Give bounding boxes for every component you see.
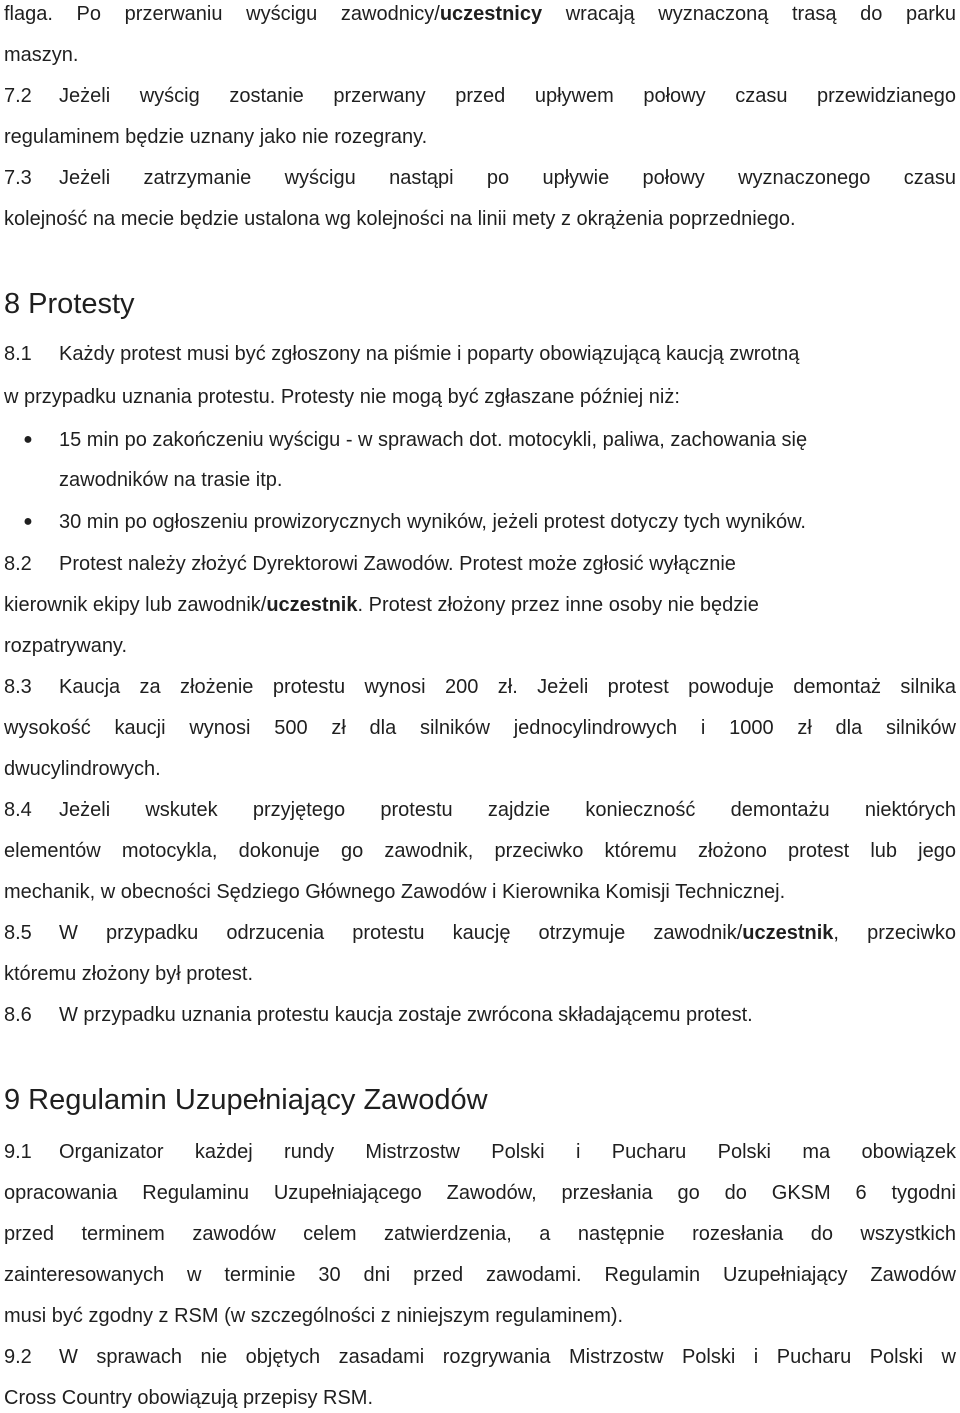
section-8-5-line-2: któremu złożony był protest. — [4, 963, 253, 985]
text: Każdy protest musi być zgłoszony na piśmie i poparty obowiązującą kaucją zwrotną — [59, 343, 800, 365]
section-8-3-line-2: wysokość kaucji wynosi 500 zł dla silników jednocylindrowych i 1000 zł dla silników — [4, 717, 956, 739]
text: W sprawach nie objętych zasadami rozgrywania Mistrzostw Polski i Pucharu Polski w — [59, 1346, 956, 1368]
text: kierownik ekipy lub zawodnik/ — [4, 594, 267, 616]
bold-term: uczestnik — [742, 922, 834, 944]
section-8-3-line-1 — [4, 673, 956, 701]
bullet-1-line-2: zawodników na trasie itp. — [59, 469, 283, 491]
section-8-5-line-1 — [4, 919, 956, 947]
text: flaga. Po przerwaniu wyścigu zawodnicy/ — [4, 3, 440, 25]
section-9-1-line-5: musi być zgodny z RSM (w szczególności z niniejszym regulaminem). — [4, 1305, 624, 1327]
section-7-2-line-2: regulaminem będzie uznany jako nie rozegrany. — [4, 126, 428, 148]
section-number: 8.3 — [4, 676, 32, 698]
section-9-1-line-3: przed terminem zawodów celem zatwierdzenia, a następnie rozesłania do wszystkich — [4, 1223, 956, 1245]
section-8-4-line-1 — [4, 796, 956, 824]
text: wracają wyznaczoną trasą do parku — [542, 3, 956, 25]
section-9-1-line-4: zainteresowanych w terminie 30 dni przed zawodami. Regulamin Uzupełniający Zawodów — [4, 1264, 956, 1286]
bullet-2: 30 min po ogłoszeniu prowizorycznych wyników, jeżeli protest dotyczy tych wyników. — [59, 511, 806, 533]
section-8-4-line-2: elementów motocykla, dokonuje go zawodnik, przeciwko któremu złożono protest lub jego — [4, 840, 956, 862]
section-7-3-line-2: kolejność na mecie będzie ustalona wg kolejności na linii mety z okrążenia poprzedniego. — [4, 208, 796, 230]
text: Kaucja za złożenie protestu wynosi 200 zł. Jeżeli protest powoduje demontaż silnika — [59, 676, 956, 698]
bold-term: uczestnik — [266, 594, 358, 616]
section-number: 8.1 — [4, 343, 32, 365]
text: Organizator każdej rundy Mistrzostw Polski i Pucharu Polski ma obowiązek — [59, 1141, 956, 1163]
section-8-2-line-2 — [4, 591, 956, 619]
bullet-dot: ● — [23, 513, 33, 530]
section-9-2-line-2: Cross Country obowiązują przepisy RSM. — [4, 1387, 374, 1409]
heading-protesty: 8 Protesty — [4, 288, 135, 320]
section-number: 7.3 — [4, 167, 32, 189]
section-8-2-line-3: rozpatrywany. — [4, 635, 128, 657]
section-9-1-line-1 — [4, 1138, 956, 1166]
text: Jeżeli wskutek przyjętego protestu zajdzie konieczność demontażu niektórych — [59, 799, 956, 821]
section-8-3-line-3: dwucylindrowych. — [4, 758, 161, 780]
text: Protest należy złożyć Dyrektorowi Zawodów. Protest może zgłosić wyłącznie — [59, 553, 736, 575]
text: Jeżeli wyścig zostanie przerwany przed upływem połowy czasu przewidzianego — [59, 85, 956, 107]
text: . Protest złożony przez inne osoby nie będzie — [357, 594, 759, 616]
section-number: 9.1 — [4, 1141, 32, 1163]
section-number: 9.2 — [4, 1346, 32, 1368]
section-number: 8.6 — [4, 1004, 32, 1026]
intro-line-1 — [4, 0, 956, 28]
section-8-6-line-1 — [4, 1001, 956, 1029]
bullet-dot: ● — [23, 431, 33, 448]
section-number: 7.2 — [4, 85, 32, 107]
text: W przypadku odrzucenia protestu kaucję otrzymuje zawodnik/ — [59, 922, 743, 944]
text: Jeżeli zatrzymanie wyścigu nastąpi po upływie połowy wyznaczonego czasu — [59, 167, 956, 189]
section-9-1-line-2: opracowania Regulaminu Uzupełniającego Zawodów, przesłania go do GKSM 6 tygodni — [4, 1182, 956, 1204]
section-8-4-line-3: mechanik, w obecności Sędziego Głównego Zawodów i Kierownika Komisji Technicznej. — [4, 881, 786, 903]
section-number: 8.4 — [4, 799, 32, 821]
heading-regulamin: 9 Regulamin Uzupełniający Zawodów — [4, 1084, 488, 1116]
section-8-1-line-2: w przypadku uznania protestu. Protesty nie mogą być zgłaszane później niż: — [4, 386, 680, 408]
bullet-1-line-1: 15 min po zakończeniu wyścigu - w sprawach dot. motocykli, paliwa, zachowania się — [59, 429, 808, 451]
section-9-2-line-1 — [4, 1343, 956, 1371]
intro-line-2: maszyn. — [4, 44, 79, 66]
section-7-3-line-1 — [4, 164, 956, 192]
text: W przypadku uznania protestu kaucja zostaje zwrócona składającemu protest. — [59, 1004, 753, 1026]
section-8-2-line-1 — [4, 550, 956, 578]
bold-term: uczestnicy — [439, 3, 543, 25]
section-7-2-line-1 — [4, 82, 956, 110]
section-8-1-line-1 — [4, 340, 956, 368]
section-number: 8.5 — [4, 922, 32, 944]
section-number: 8.2 — [4, 553, 32, 575]
text: , przeciwko — [833, 922, 956, 944]
